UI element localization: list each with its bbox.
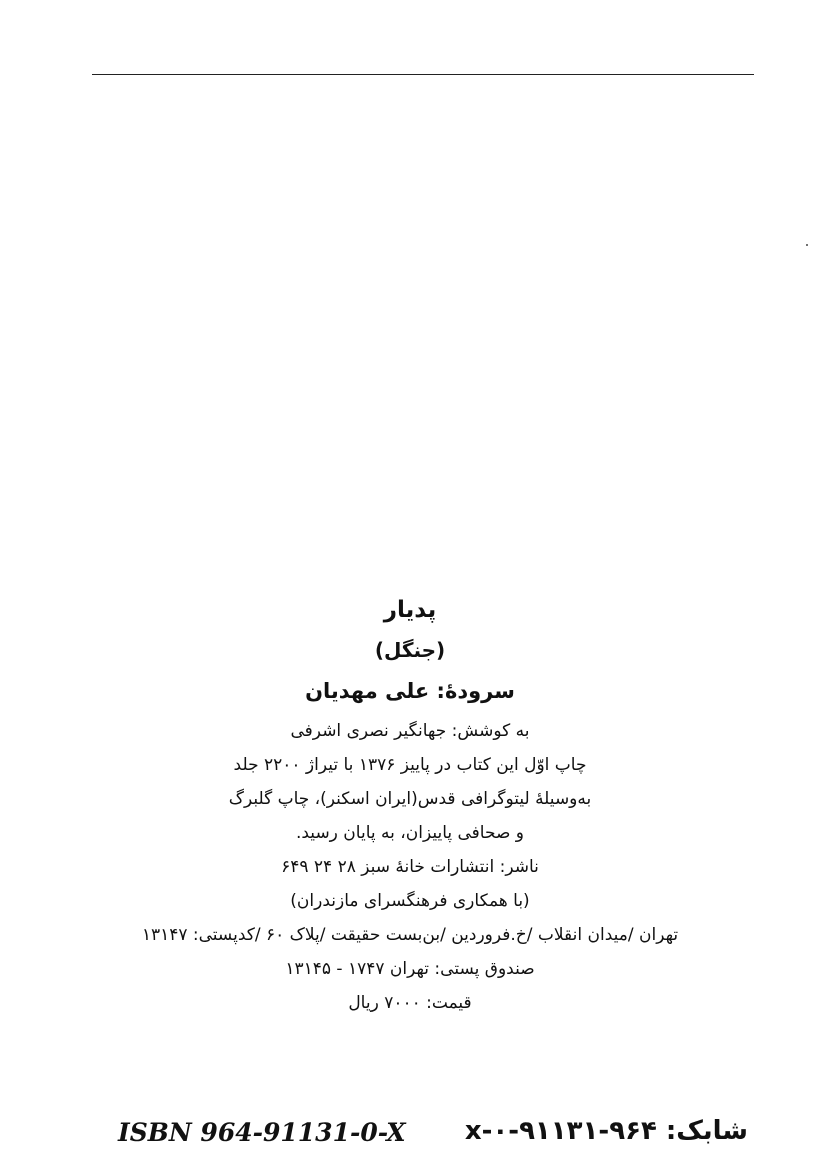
po-box-line: صندوق پستی: تهران ۱۷۴۷ - ۱۳۱۴۵ <box>285 959 535 979</box>
isbn-row <box>110 1112 748 1156</box>
book-subtitle: (جنگل) <box>374 638 446 662</box>
colophon-block <box>60 590 760 1020</box>
printing-line-2: به‌وسیلهٔ لیتوگرافی قدس(ایران اسکنر)، چاپ گلبرگ <box>228 789 592 809</box>
collaboration-line: (با همکاری فرهنگسرای مازندران) <box>290 891 530 911</box>
header-rule <box>92 74 754 75</box>
author-line: سرودهٔ: علی مهدیان <box>305 679 515 703</box>
address-line: تهران /میدان انقلاب /خ.فروردین /بن‌بست حقیقت /پلاک ۶۰ /کدپستی: ۱۳۱۴۷ <box>141 925 679 945</box>
printing-line-1: چاپ اوّل این کتاب در پاییز ۱۳۷۶ با تیراژ ۲۲۰۰ جلد <box>233 755 587 775</box>
book-title: پدیار <box>383 597 437 623</box>
price-line: قیمت: ۷۰۰۰ ریال <box>348 993 472 1013</box>
printing-line-3: و صحافی پاییزان، به پایان رسید. <box>295 823 525 843</box>
isbn-persian: شابک: ۹۶۴-۹۱۱۳۱-۰-x <box>464 1116 748 1146</box>
isbn-latin: ISBN 964-91131-0-X <box>118 1118 406 1147</box>
publisher-line: ناشر: انتشارات خانهٔ سبز ۲۸ ۲۴ ۶۴۹ <box>281 857 539 877</box>
compiler-line: به کوشش: جهانگیر نصری اشرفی <box>290 721 530 741</box>
scan-speck <box>806 244 808 246</box>
